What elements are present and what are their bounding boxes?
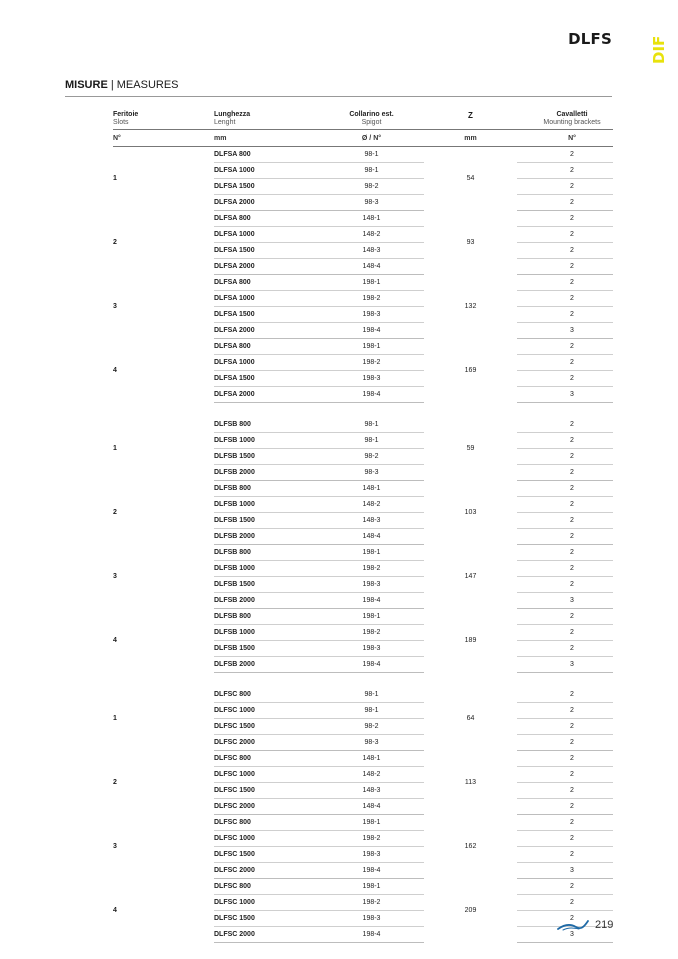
brackets-value: 2 xyxy=(570,501,574,508)
z-cell: 147 xyxy=(464,573,477,580)
measures-table xyxy=(113,105,613,943)
slots-cell: 1 xyxy=(113,175,117,183)
length-cell: DLFSC 2000 xyxy=(214,927,319,943)
brackets-value: 2 xyxy=(570,899,574,906)
table-header-row xyxy=(113,105,613,130)
brackets-value: 2 xyxy=(570,565,574,572)
header-spigot-it: Collarino est. xyxy=(349,111,394,118)
brackets-value: 2 xyxy=(570,835,574,842)
header-z: Z xyxy=(468,111,473,120)
spigot-cell: 198-3 xyxy=(319,307,424,323)
brackets-cell xyxy=(517,529,613,545)
table-row xyxy=(113,545,613,561)
brackets-cell xyxy=(517,735,613,751)
header-brackets-en: Mounting brackets xyxy=(543,119,601,126)
spigot-cell: 148-3 xyxy=(319,513,424,529)
brackets-value: 2 xyxy=(570,453,574,460)
spigot-cell: 98-1 xyxy=(319,147,424,163)
brackets-cell xyxy=(517,243,613,259)
brackets-value: 2 xyxy=(570,771,574,778)
brackets-cell xyxy=(517,799,613,815)
spigot-cell: 198-3 xyxy=(319,911,424,927)
spigot-cell: 98-2 xyxy=(319,179,424,195)
brackets-value: 2 xyxy=(570,469,574,476)
brackets-cell xyxy=(517,767,613,783)
z-cell: 209 xyxy=(464,907,477,914)
slots-cell: 4 xyxy=(113,907,117,914)
brackets-value: 3 xyxy=(570,867,574,874)
slots-cell: 1 xyxy=(113,715,117,723)
brackets-cell xyxy=(517,387,613,403)
length-cell: DLFSA 2000 xyxy=(214,259,319,275)
brackets-value: 2 xyxy=(570,231,574,238)
spigot-cell: 198-2 xyxy=(319,895,424,911)
brackets-value: 2 xyxy=(570,311,574,318)
z-cell: 169 xyxy=(464,367,477,374)
brackets-cell xyxy=(517,703,613,719)
length-cell: DLFSA 800 xyxy=(214,147,319,163)
length-cell: DLFSA 1000 xyxy=(214,163,319,179)
spigot-cell: 198-4 xyxy=(319,927,424,943)
header-brackets xyxy=(517,105,613,130)
length-cell: DLFSA 2000 xyxy=(214,195,319,211)
brackets-value: 2 xyxy=(570,723,574,730)
table-row xyxy=(113,815,613,831)
length-cell: DLFSB 800 xyxy=(214,609,319,625)
spigot-cell: 198-1 xyxy=(319,815,424,831)
length-cell: DLFSC 2000 xyxy=(214,799,319,815)
brackets-value: 2 xyxy=(570,295,574,302)
slots-cell: 3 xyxy=(113,573,117,580)
spigot-cell: 198-4 xyxy=(319,323,424,339)
slots-cell: 1 xyxy=(113,445,117,453)
brackets-cell xyxy=(517,195,613,211)
table-body xyxy=(113,147,613,943)
slots-cell: 3 xyxy=(113,303,117,310)
unit-spigot: Ø / N° xyxy=(319,130,424,147)
slots-cell: 2 xyxy=(113,509,117,516)
header-length-it: Lunghezza xyxy=(214,111,251,118)
z-cell: 103 xyxy=(464,509,477,516)
slots-cell: 3 xyxy=(113,843,117,850)
brackets-cell xyxy=(517,687,613,703)
brackets-value: 2 xyxy=(570,883,574,890)
header-length xyxy=(214,105,319,130)
section-title-separator: | xyxy=(107,79,117,91)
brackets-cell xyxy=(517,783,613,799)
length-cell: DLFSB 2000 xyxy=(214,593,319,609)
brackets-value: 3 xyxy=(570,931,574,938)
brackets-cell xyxy=(517,179,613,195)
spigot-cell: 198-3 xyxy=(319,847,424,863)
brackets-value: 2 xyxy=(570,517,574,524)
brackets-cell xyxy=(517,593,613,609)
brackets-value: 2 xyxy=(570,247,574,254)
brackets-value: 3 xyxy=(570,327,574,334)
brackets-cell xyxy=(517,291,613,307)
length-cell: DLFSB 800 xyxy=(214,481,319,497)
spigot-cell: 98-3 xyxy=(319,195,424,211)
length-cell: DLFSC 1000 xyxy=(214,703,319,719)
brackets-cell xyxy=(517,831,613,847)
length-cell: DLFSB 1000 xyxy=(214,561,319,577)
spigot-cell: 198-4 xyxy=(319,387,424,403)
length-cell: DLFSC 1500 xyxy=(214,847,319,863)
spigot-cell: 198-4 xyxy=(319,863,424,879)
spigot-cell: 198-2 xyxy=(319,291,424,307)
brackets-cell xyxy=(517,449,613,465)
brackets-cell xyxy=(517,227,613,243)
table-units-row xyxy=(113,130,613,147)
table-row xyxy=(113,751,613,767)
brackets-value: 2 xyxy=(570,263,574,270)
length-cell: DLFSB 2000 xyxy=(214,465,319,481)
brackets-value: 2 xyxy=(570,485,574,492)
brackets-value: 2 xyxy=(570,199,574,206)
spigot-cell: 148-3 xyxy=(319,783,424,799)
brackets-value: 2 xyxy=(570,787,574,794)
slots-cell: 4 xyxy=(113,367,117,374)
length-cell: DLFSA 1500 xyxy=(214,307,319,323)
brackets-value: 2 xyxy=(570,707,574,714)
unit-slots: N° xyxy=(113,130,214,147)
brackets-value: 2 xyxy=(570,915,574,922)
length-cell: DLFSA 1000 xyxy=(214,355,319,371)
spigot-cell: 198-3 xyxy=(319,371,424,387)
table-row xyxy=(113,211,613,227)
brackets-cell xyxy=(517,561,613,577)
brackets-cell xyxy=(517,625,613,641)
brackets-value: 2 xyxy=(570,645,574,652)
brackets-cell xyxy=(517,211,613,227)
brackets-value: 2 xyxy=(570,533,574,540)
spigot-cell: 198-4 xyxy=(319,593,424,609)
spigot-cell: 148-2 xyxy=(319,227,424,243)
spigot-cell: 148-2 xyxy=(319,767,424,783)
brackets-value: 2 xyxy=(570,279,574,286)
section-title-en: MEASURES xyxy=(116,79,179,91)
length-cell: DLFSB 1000 xyxy=(214,625,319,641)
header-slots-it: Feritoie xyxy=(113,111,139,118)
header-spigot xyxy=(319,105,424,130)
brackets-value: 2 xyxy=(570,343,574,350)
length-cell: DLFSA 800 xyxy=(214,275,319,291)
brackets-cell xyxy=(517,719,613,735)
brackets-value: 2 xyxy=(570,437,574,444)
product-code: DLFS xyxy=(568,30,612,48)
brackets-value: 2 xyxy=(570,691,574,698)
slots-cell: 2 xyxy=(113,779,117,786)
header-length-en: Lenght xyxy=(214,119,236,126)
spigot-cell: 198-1 xyxy=(319,275,424,291)
brackets-value: 2 xyxy=(570,613,574,620)
brackets-cell xyxy=(517,577,613,593)
brackets-cell xyxy=(517,497,613,513)
length-cell: DLFSC 1000 xyxy=(214,831,319,847)
length-cell: DLFSC 1000 xyxy=(214,895,319,911)
length-cell: DLFSC 1500 xyxy=(214,911,319,927)
spigot-cell: 198-3 xyxy=(319,577,424,593)
z-cell: 189 xyxy=(464,637,477,644)
brackets-cell xyxy=(517,307,613,323)
brackets-value: 2 xyxy=(570,851,574,858)
spacer-cell xyxy=(113,403,613,418)
brackets-cell xyxy=(517,751,613,767)
length-cell: DLFSC 1000 xyxy=(214,767,319,783)
heading-rule xyxy=(65,96,612,97)
header-spigot-en: Spigot xyxy=(361,119,382,126)
length-cell: DLFSB 1500 xyxy=(214,577,319,593)
brackets-cell xyxy=(517,417,613,433)
unit-z: mm xyxy=(424,130,517,147)
header-brackets-it: Cavalletti xyxy=(556,111,588,118)
length-cell: DLFSA 1500 xyxy=(214,243,319,259)
slots-cell: 4 xyxy=(113,637,117,644)
length-cell: DLFSC 2000 xyxy=(214,863,319,879)
spigot-cell: 198-1 xyxy=(319,879,424,895)
brackets-cell xyxy=(517,657,613,673)
section-tab-label: DIF xyxy=(650,35,668,65)
spigot-cell: 198-2 xyxy=(319,831,424,847)
brackets-value: 2 xyxy=(570,359,574,366)
spigot-cell: 198-2 xyxy=(319,625,424,641)
length-cell: DLFSC 1500 xyxy=(214,719,319,735)
brackets-value: 2 xyxy=(570,739,574,746)
brackets-cell xyxy=(517,481,613,497)
brackets-cell xyxy=(517,259,613,275)
brackets-cell xyxy=(517,609,613,625)
spigot-cell: 98-1 xyxy=(319,417,424,433)
z-cell: 132 xyxy=(464,303,477,310)
brackets-cell xyxy=(517,355,613,371)
length-cell: DLFSC 800 xyxy=(214,751,319,767)
length-cell: DLFSB 800 xyxy=(214,417,319,433)
length-cell: DLFSA 800 xyxy=(214,339,319,355)
brackets-value: 3 xyxy=(570,597,574,604)
brackets-value: 2 xyxy=(570,803,574,810)
length-cell: DLFSB 2000 xyxy=(214,529,319,545)
spigot-cell: 148-2 xyxy=(319,497,424,513)
length-cell: DLFSA 2000 xyxy=(214,387,319,403)
brackets-value: 2 xyxy=(570,629,574,636)
brackets-cell xyxy=(517,339,613,355)
length-cell: DLFSA 1500 xyxy=(214,179,319,195)
spigot-cell: 148-3 xyxy=(319,243,424,259)
spigot-cell: 198-3 xyxy=(319,641,424,657)
section-title-it: MISURE xyxy=(65,79,108,91)
brackets-cell xyxy=(517,465,613,481)
table-row xyxy=(113,609,613,625)
spigot-cell: 98-2 xyxy=(319,719,424,735)
wave-logo-icon xyxy=(557,918,589,932)
length-cell: DLFSB 1500 xyxy=(214,513,319,529)
length-cell: DLFSB 800 xyxy=(214,545,319,561)
spigot-cell: 198-1 xyxy=(319,545,424,561)
brackets-value: 2 xyxy=(570,549,574,556)
spigot-cell: 148-1 xyxy=(319,751,424,767)
brackets-cell xyxy=(517,433,613,449)
section-heading xyxy=(65,79,179,91)
table-row xyxy=(113,147,613,163)
table-row xyxy=(113,417,613,433)
z-cell: 113 xyxy=(464,779,477,786)
spigot-cell: 98-2 xyxy=(319,449,424,465)
table-row xyxy=(113,339,613,355)
brackets-value: 2 xyxy=(570,167,574,174)
length-cell: DLFSB 1000 xyxy=(214,433,319,449)
brackets-cell xyxy=(517,371,613,387)
z-cell: 64 xyxy=(466,715,475,723)
brackets-value: 2 xyxy=(570,819,574,826)
spigot-cell: 198-1 xyxy=(319,609,424,625)
slots-cell: 2 xyxy=(113,239,117,246)
length-cell: DLFSA 800 xyxy=(214,211,319,227)
spigot-cell: 148-4 xyxy=(319,799,424,815)
spigot-cell: 148-1 xyxy=(319,481,424,497)
brackets-cell xyxy=(517,863,613,879)
length-cell: DLFSC 800 xyxy=(214,815,319,831)
header-slots-en: Slots xyxy=(113,119,129,126)
unit-length: mm xyxy=(214,130,319,147)
brackets-value: 3 xyxy=(570,661,574,668)
brackets-value: 2 xyxy=(570,755,574,762)
unit-brackets-text: N° xyxy=(568,134,576,142)
brackets-cell xyxy=(517,545,613,561)
length-cell: DLFSB 1500 xyxy=(214,641,319,657)
brackets-value: 2 xyxy=(570,183,574,190)
spigot-cell: 98-1 xyxy=(319,433,424,449)
spigot-cell: 148-1 xyxy=(319,211,424,227)
brackets-cell xyxy=(517,147,613,163)
brackets-value: 3 xyxy=(570,391,574,398)
length-cell: DLFSC 800 xyxy=(214,687,319,703)
spigot-cell: 198-4 xyxy=(319,657,424,673)
unit-brackets xyxy=(517,130,613,147)
length-cell: DLFSA 1500 xyxy=(214,371,319,387)
brackets-value: 2 xyxy=(570,581,574,588)
brackets-cell xyxy=(517,163,613,179)
brackets-value: 2 xyxy=(570,421,574,428)
table-row xyxy=(113,879,613,895)
table-row xyxy=(113,687,613,703)
length-cell: DLFSC 1500 xyxy=(214,783,319,799)
block-spacer xyxy=(113,673,613,688)
spigot-cell: 148-4 xyxy=(319,529,424,545)
brackets-cell xyxy=(517,275,613,291)
spigot-cell: 98-1 xyxy=(319,703,424,719)
length-cell: DLFSA 1000 xyxy=(214,227,319,243)
spigot-cell: 198-2 xyxy=(319,561,424,577)
page-number: 219 xyxy=(595,919,614,931)
z-cell: 59 xyxy=(466,445,475,453)
table-row xyxy=(113,275,613,291)
length-cell: DLFSC 800 xyxy=(214,879,319,895)
brackets-cell xyxy=(517,323,613,339)
header-slots xyxy=(113,105,214,130)
block-spacer xyxy=(113,403,613,418)
z-cell: 162 xyxy=(464,843,477,850)
spigot-cell: 98-3 xyxy=(319,465,424,481)
spacer-cell xyxy=(113,673,613,688)
brackets-value: 2 xyxy=(570,151,574,158)
length-cell: DLFSC 2000 xyxy=(214,735,319,751)
length-cell: DLFSB 1000 xyxy=(214,497,319,513)
spigot-cell: 98-1 xyxy=(319,687,424,703)
brackets-cell xyxy=(517,641,613,657)
brackets-cell xyxy=(517,895,613,911)
length-cell: DLFSA 2000 xyxy=(214,323,319,339)
spigot-cell: 98-1 xyxy=(319,163,424,179)
spigot-cell: 98-3 xyxy=(319,735,424,751)
brackets-cell xyxy=(517,847,613,863)
section-tab xyxy=(650,30,672,70)
brackets-value: 2 xyxy=(570,215,574,222)
z-cell: 93 xyxy=(466,239,475,246)
length-cell: DLFSB 1500 xyxy=(214,449,319,465)
spigot-cell: 198-2 xyxy=(319,355,424,371)
brackets-cell xyxy=(517,513,613,529)
length-cell: DLFSA 1000 xyxy=(214,291,319,307)
spigot-cell: 198-1 xyxy=(319,339,424,355)
table-row xyxy=(113,481,613,497)
z-cell: 54 xyxy=(466,175,475,183)
brackets-cell xyxy=(517,879,613,895)
brackets-cell xyxy=(517,815,613,831)
brackets-value: 2 xyxy=(570,375,574,382)
spigot-cell: 148-4 xyxy=(319,259,424,275)
length-cell: DLFSB 2000 xyxy=(214,657,319,673)
